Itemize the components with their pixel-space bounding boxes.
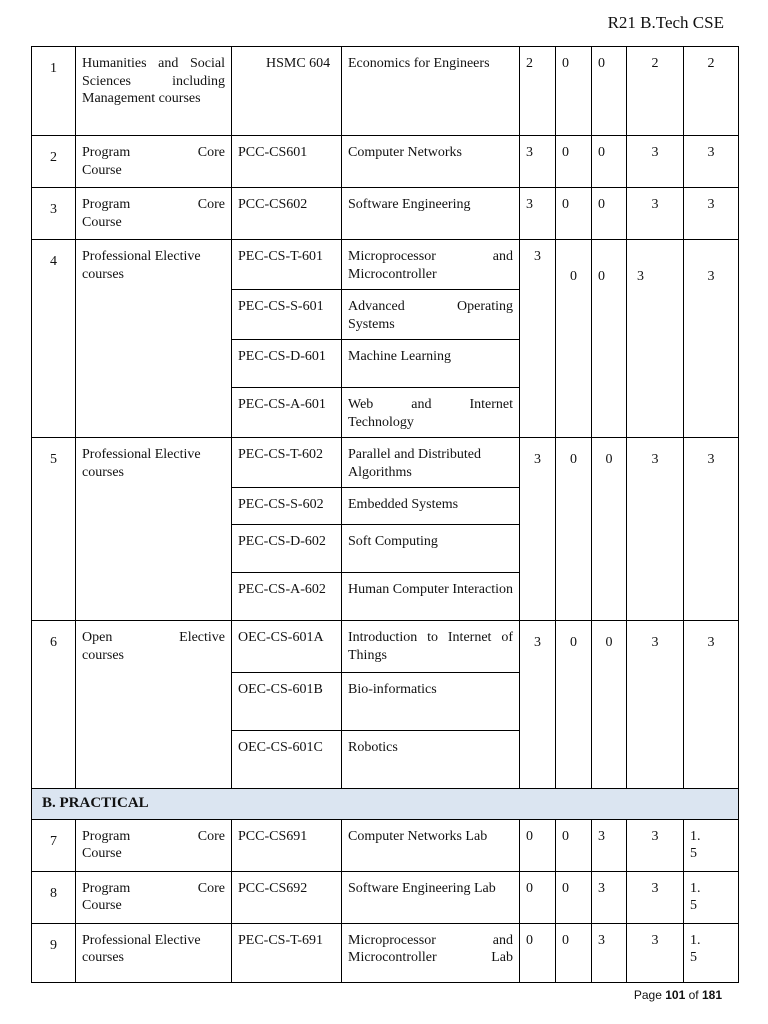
course-category: Professional Elective courses [76, 240, 232, 438]
tutorial-hours: 0 [556, 438, 592, 621]
course-code: HSMC 604 [232, 47, 342, 136]
practical-hours: 0 [592, 47, 627, 136]
of-label: of [688, 988, 699, 1002]
course-category: Program Core Course [76, 819, 232, 871]
credits: 1.5 [684, 871, 739, 923]
sl-no: 4 [32, 240, 76, 438]
course-name: Microprocessor and Microcontroller Lab [342, 923, 520, 982]
sl-no: 2 [32, 136, 76, 188]
practical-hours: 0 [592, 438, 627, 621]
page-label: Page [633, 988, 662, 1002]
lecture-hours: 3 [520, 438, 556, 621]
credits: 3 [684, 188, 739, 240]
course-name: Web and Internet Technology [342, 388, 520, 438]
course-code: OEC-CS-601A [232, 621, 342, 673]
table-row [32, 923, 739, 982]
course-code: PEC-CS-D-602 [232, 525, 342, 573]
course-category: Program Core Course [76, 871, 232, 923]
section-title: B. PRACTICAL [32, 789, 739, 820]
table-row [32, 438, 739, 488]
course-code: PCC-CS602 [232, 188, 342, 240]
course-code: OEC-CS-601C [232, 731, 342, 789]
table-row [32, 871, 739, 923]
course-code: PEC-CS-A-602 [232, 573, 342, 621]
sl-no: 6 [32, 621, 76, 789]
total-hours: 3 [627, 188, 684, 240]
lecture-hours: 0 [520, 923, 556, 982]
course-code: PEC-CS-T-602 [232, 438, 342, 488]
course-name: Machine Learning [342, 340, 520, 388]
tutorial-hours: 0 [556, 871, 592, 923]
course-category: Professional Elective courses [76, 923, 232, 982]
credits: 2 [684, 47, 739, 136]
course-code: PEC-CS-T-601 [232, 240, 342, 290]
curriculum-table [31, 46, 739, 983]
sl-no: 7 [32, 819, 76, 871]
practical-hours: 0 [592, 621, 627, 789]
total-hours: 3 [627, 136, 684, 188]
course-category: Open Elective courses [76, 621, 232, 789]
course-name: Bio-informatics [342, 673, 520, 731]
sl-no: 3 [32, 188, 76, 240]
total-hours: 3 [627, 923, 684, 982]
credits: 3 [684, 438, 739, 621]
course-name: Economics for Engineers [342, 47, 520, 136]
practical-hours: 0 [592, 136, 627, 188]
course-name: Parallel and Distributed Algorithms [342, 438, 520, 488]
practical-hours: 3 [592, 923, 627, 982]
lecture-hours: 3 [520, 136, 556, 188]
table-row [32, 188, 739, 240]
course-code: PEC-CS-D-601 [232, 340, 342, 388]
tutorial-hours: 0 [556, 240, 592, 438]
course-name: Advanced Operating Systems [342, 290, 520, 340]
course-code: PEC-CS-S-602 [232, 488, 342, 525]
table-row [32, 47, 739, 136]
page-number: 101 [665, 988, 686, 1002]
section-header [32, 789, 739, 820]
total-hours: 3 [627, 871, 684, 923]
course-name: Soft Computing [342, 525, 520, 573]
course-code: PCC-CS601 [232, 136, 342, 188]
tutorial-hours: 0 [556, 47, 592, 136]
practical-hours: 3 [592, 871, 627, 923]
course-code: PEC-CS-T-691 [232, 923, 342, 982]
page-total: 181 [701, 988, 722, 1002]
course-name: Software Engineering Lab [342, 871, 520, 923]
lecture-hours: 3 [520, 188, 556, 240]
course-code: OEC-CS-601B [232, 673, 342, 731]
table-row [32, 819, 739, 871]
table-row [32, 136, 739, 188]
credits: 1.5 [684, 819, 739, 871]
lecture-hours: 0 [520, 871, 556, 923]
total-hours: 3 [627, 240, 684, 438]
total-hours: 2 [627, 47, 684, 136]
course-category: Program Core Course [76, 136, 232, 188]
practical-hours: 0 [592, 240, 627, 438]
table-row [32, 240, 739, 290]
practical-hours: 3 [592, 819, 627, 871]
tutorial-hours: 0 [556, 136, 592, 188]
course-name: Introduction to Internet of Things [342, 621, 520, 673]
tutorial-hours: 0 [556, 819, 592, 871]
credits: 3 [684, 621, 739, 789]
course-code: PCC-CS692 [232, 871, 342, 923]
sl-no: 1 [32, 47, 76, 136]
tutorial-hours: 0 [556, 923, 592, 982]
practical-hours: 0 [592, 188, 627, 240]
sl-no: 9 [32, 923, 76, 982]
total-hours: 3 [627, 621, 684, 789]
course-name: Computer Networks Lab [342, 819, 520, 871]
course-name: Software Engineering [342, 188, 520, 240]
course-name: Computer Networks [342, 136, 520, 188]
page-footer [634, 988, 722, 1002]
course-category: Program Core Course [76, 188, 232, 240]
lecture-hours: 2 [520, 47, 556, 136]
lecture-hours: 0 [520, 819, 556, 871]
lecture-hours: 3 [520, 621, 556, 789]
sl-no: 5 [32, 438, 76, 621]
course-code: PEC-CS-A-601 [232, 388, 342, 438]
course-name: Microprocessor and Microcontroller [342, 240, 520, 290]
sl-no: 8 [32, 871, 76, 923]
table-row [32, 621, 739, 673]
page-header: R21 B.Tech CSE [607, 13, 724, 32]
tutorial-hours: 0 [556, 188, 592, 240]
credits: 3 [684, 136, 739, 188]
course-code: PEC-CS-S-601 [232, 290, 342, 340]
credits: 3 [684, 240, 739, 438]
course-category: Humanities and Social Sciences including Management courses [76, 47, 232, 136]
lecture-hours: 3 [520, 240, 556, 438]
tutorial-hours: 0 [556, 621, 592, 789]
course-name: Robotics [342, 731, 520, 789]
course-name: Embedded Systems [342, 488, 520, 525]
course-code: PCC-CS691 [232, 819, 342, 871]
credits: 1.5 [684, 923, 739, 982]
total-hours: 3 [627, 438, 684, 621]
course-category: Professional Elective courses [76, 438, 232, 621]
course-name: Human Computer Interaction [342, 573, 520, 621]
total-hours: 3 [627, 819, 684, 871]
